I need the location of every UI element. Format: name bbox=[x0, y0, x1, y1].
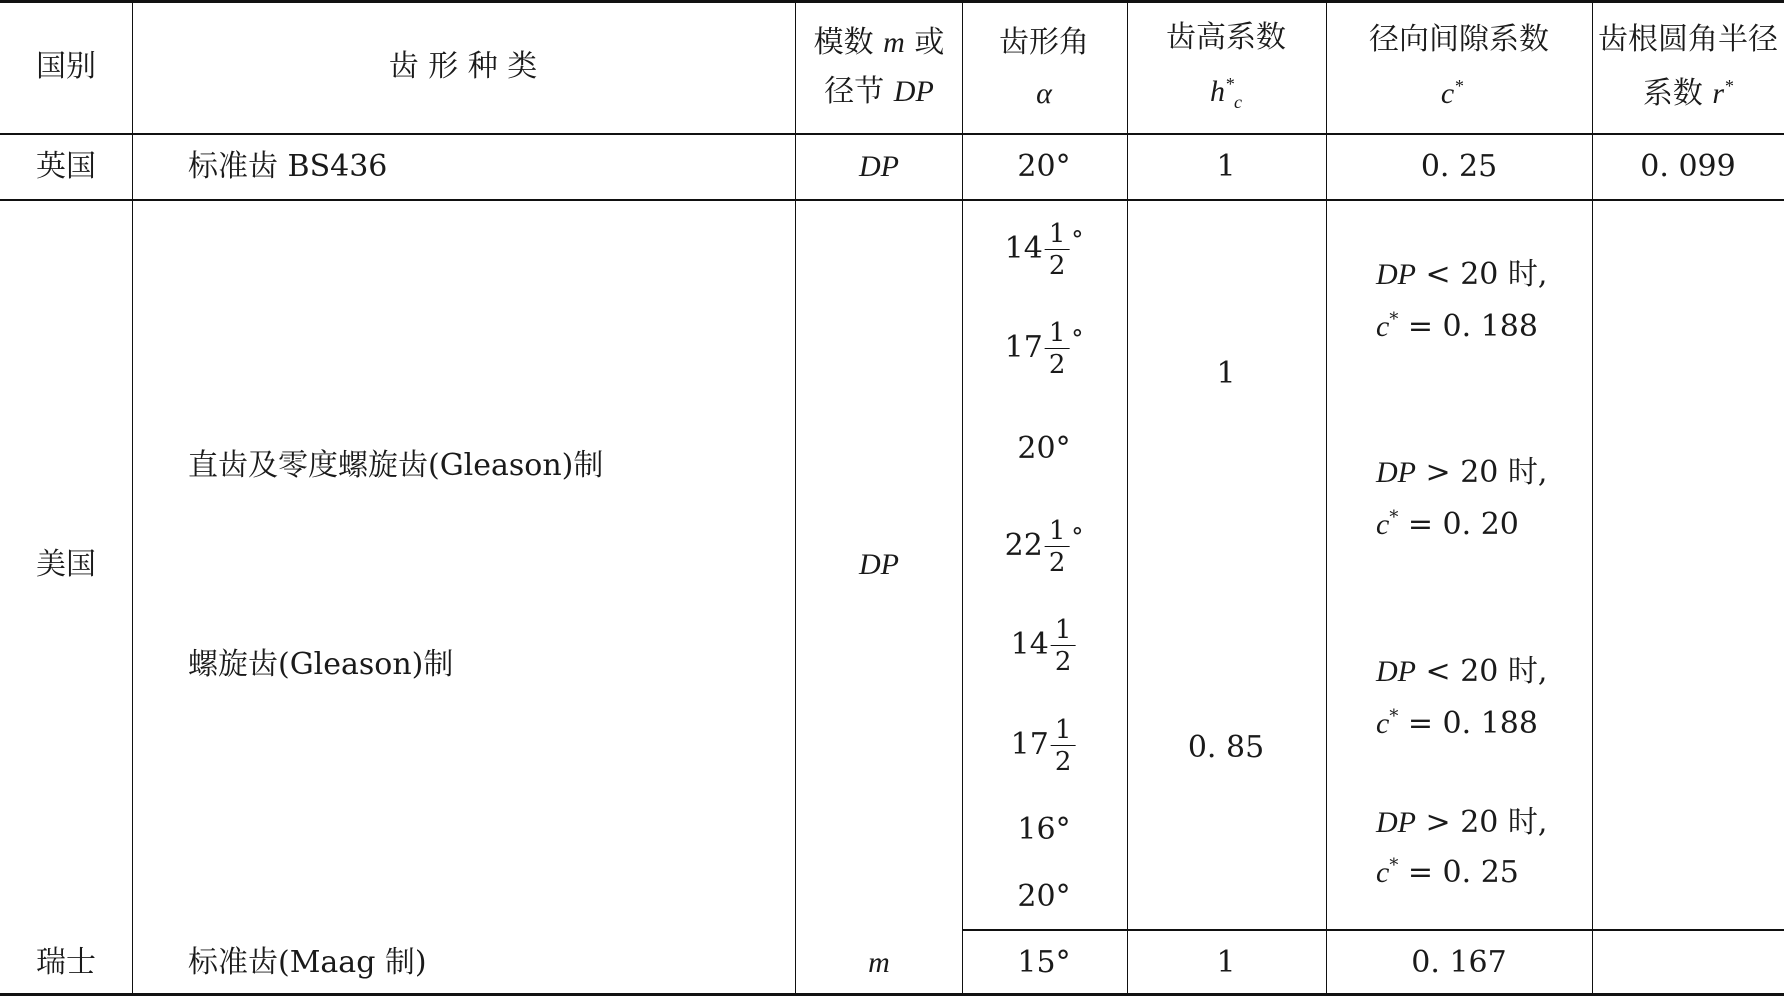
uk-fillet: 0. 099 bbox=[1640, 149, 1736, 184]
table-bottom-rule bbox=[0, 993, 1784, 996]
usa-module: DP bbox=[859, 548, 899, 581]
uk-row-bottom-rule bbox=[0, 199, 1784, 201]
usa-clearance-cond-3: DP < 20 时, bbox=[1376, 654, 1548, 689]
header-module-line2: 径节 DP bbox=[824, 74, 934, 109]
usa-angle-17-half-spiral: 17 $\frac{1}{2}$ bbox=[1011, 717, 1078, 775]
header-module-line1: 模数 m 或 bbox=[813, 25, 945, 60]
swiss-clearance: 0. 167 bbox=[1411, 945, 1507, 980]
usa-clearance-val-3: c* = 0. 188 bbox=[1376, 706, 1538, 741]
column-divider bbox=[1127, 0, 1128, 996]
usa-addendum-straight: 1 bbox=[1216, 356, 1236, 391]
swiss-tooth-type: 标准齿(Maag 制) bbox=[188, 945, 427, 980]
column-divider bbox=[132, 0, 133, 996]
usa-angle-14-half-spiral: 14 $\frac{1}{2}$ bbox=[1011, 617, 1078, 675]
usa-clearance-val-2: c* = 0. 20 bbox=[1376, 507, 1519, 542]
uk-addendum: 1 bbox=[1216, 149, 1236, 184]
usa-angle-20-spiral: 20° bbox=[1017, 879, 1071, 914]
usa-angle-22-half: 22 $\frac{1}{2}$ ° bbox=[1004, 516, 1084, 578]
uk-tooth-type: 标准齿 BS436 bbox=[188, 149, 388, 184]
usa-clearance-cond-1: DP < 20 时, bbox=[1376, 257, 1548, 292]
column-divider bbox=[795, 0, 796, 996]
header-addendum-line1: 齿高系数 bbox=[1166, 20, 1286, 55]
uk-clearance: 0. 25 bbox=[1420, 149, 1498, 184]
header-country: 国别 bbox=[36, 49, 96, 84]
swiss-row-top-rule bbox=[962, 929, 1784, 931]
swiss-addendum: 1 bbox=[1216, 945, 1236, 980]
uk-module: DP bbox=[859, 150, 899, 183]
usa-tooth-type-spiral: 螺旋齿(Gleason)制 bbox=[188, 647, 454, 682]
swiss-pressure-angle: 15° bbox=[1017, 945, 1071, 980]
column-divider bbox=[1326, 0, 1327, 996]
header-pressure-angle-line2: α bbox=[1036, 77, 1052, 110]
header-fillet-line1: 齿根圆角半径 bbox=[1598, 22, 1778, 57]
uk-pressure-angle: 20° bbox=[1017, 149, 1071, 184]
table-top-rule bbox=[0, 0, 1784, 3]
usa-country: 美国 bbox=[36, 547, 96, 582]
header-addendum-line2: $h^*_c$ bbox=[1210, 74, 1242, 112]
usa-clearance-val-4: c* = 0. 25 bbox=[1376, 855, 1519, 890]
header-clearance-line1: 径向间隙系数 bbox=[1369, 22, 1549, 57]
usa-clearance-cond-4: DP > 20 时, bbox=[1376, 805, 1548, 840]
header-pressure-angle-line1: 齿形角 bbox=[999, 25, 1089, 60]
uk-country: 英国 bbox=[36, 149, 96, 184]
header-tooth-type: 齿 形 种 类 bbox=[388, 49, 538, 84]
usa-clearance-cond-2: DP > 20 时, bbox=[1376, 455, 1548, 490]
usa-tooth-type-straight: 直齿及零度螺旋齿(Gleason)制 bbox=[188, 448, 604, 483]
swiss-country: 瑞士 bbox=[36, 945, 96, 980]
usa-angle-17-half: 17 $\frac{1}{2}$ ° bbox=[1004, 318, 1084, 380]
column-divider bbox=[1592, 0, 1593, 996]
usa-angle-16: 16° bbox=[1017, 812, 1071, 847]
column-divider bbox=[962, 0, 963, 996]
usa-angle-14-half: 14 $\frac{1}{2}$ ° bbox=[1004, 219, 1084, 281]
header-clearance-line2: c* bbox=[1440, 76, 1464, 110]
swiss-module: m bbox=[868, 946, 890, 979]
header-fillet-line2: 系数 r* bbox=[1642, 76, 1734, 111]
usa-addendum-spiral: 0. 85 bbox=[1187, 730, 1265, 765]
usa-clearance-val-1: c* = 0. 188 bbox=[1376, 309, 1538, 344]
header-bottom-rule bbox=[0, 133, 1784, 135]
usa-angle-20: 20° bbox=[1017, 431, 1071, 466]
